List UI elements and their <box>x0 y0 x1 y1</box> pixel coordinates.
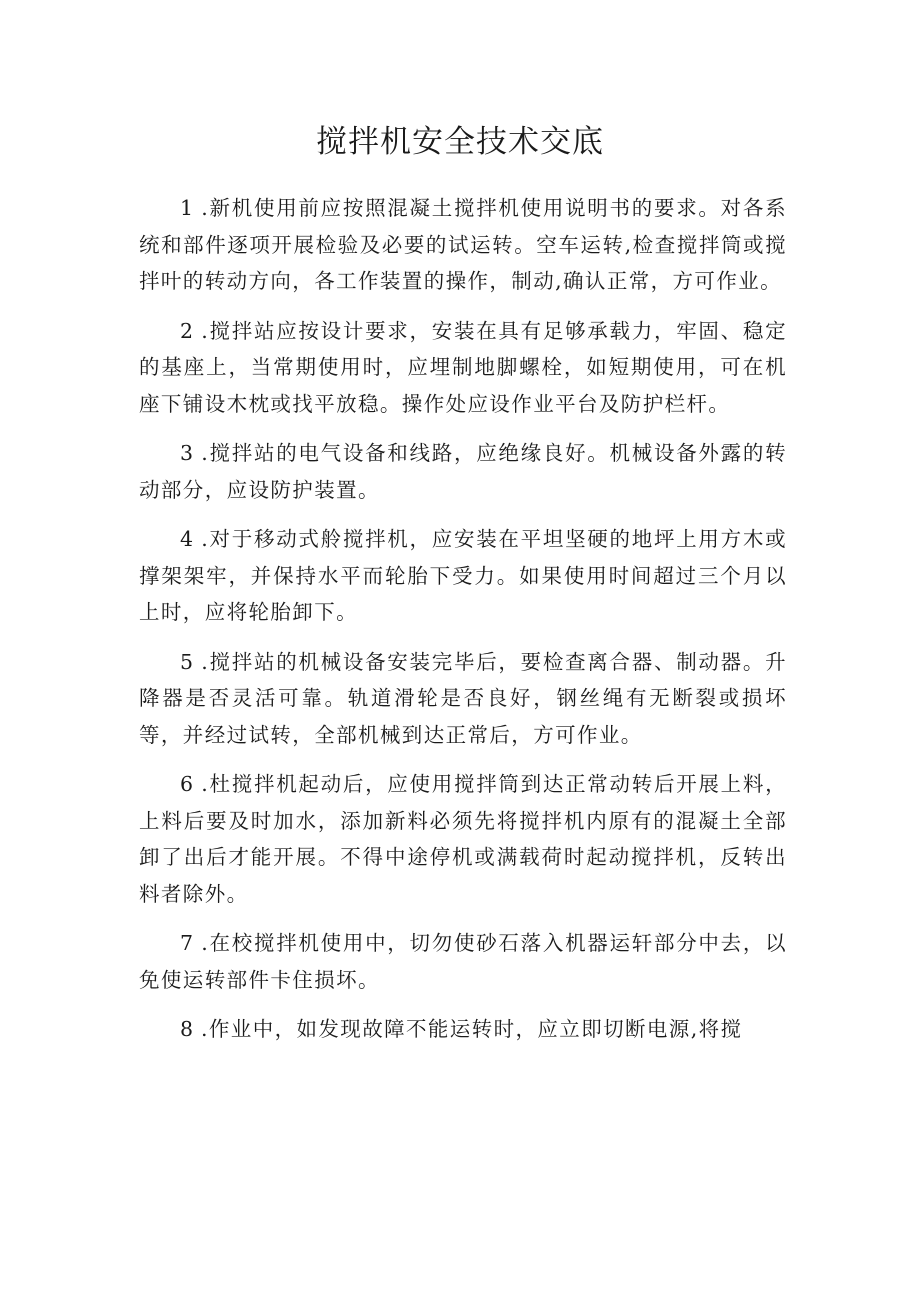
paragraph-number: 4 <box>180 527 194 551</box>
paragraph-1: 1 .新机使用前应按照混凝土搅拌机使用说明书的要求。对各系统和部件逐项开展检验及必要的试运转。空车运转,检查搅拌筒或搅拌叶的转动方向，各工作装置的操作，制动,确认正常，方可作业。 <box>139 196 787 293</box>
paragraph-number: 2 <box>180 318 194 343</box>
document-title: 搅拌机安全技术交底 <box>316 124 604 160</box>
paragraph-number: 8 <box>180 1017 194 1041</box>
paragraph-6: 6 .杜搅拌机起动后，应使用搅拌筒到达正常动转后开展上料，上料后要及时加水，添加新料必须先将搅拌机内原有的混凝土全部卸了出后才能开展。不得中途停机或满载荷时起动搅拌机，反转出料者除外。 <box>139 772 787 906</box>
paragraph-number: 3 <box>180 441 194 465</box>
paragraph-text: 在校搅拌机使用中，切勿使砂石落入机器运轩部分中去，以免使运转部件卡住损坏。 <box>139 931 787 992</box>
paragraph-number: 1 <box>180 196 194 220</box>
paragraph-number: 7 <box>180 931 194 955</box>
paragraph-5: 5 .搅拌站的机械设备安装完毕后，要检查离合器、制动器。升降器是否灵活可靠。轨道滑轮是否良好，钢丝绳有无断裂或损坏等，并经过试转，全部机械到达正常后，方可作业。 <box>139 649 787 747</box>
paragraph-text: 对于移动式舲搅拌机，应安装在平坦坚硬的地坪上用方木或撑架架牢，并保持水平而轮胎下受力。如果使用时间超过三个月以上时，应将轮胎卸下。 <box>139 527 787 624</box>
document-body <box>139 190 787 1061</box>
paragraph-text: 新机使用前应按照混凝土搅拌机使用说明书的要求。对各系统和部件逐项开展检验及必要的试运转。空车运转,检查搅拌筒或搅拌叶的转动方向，各工作装置的操作，制动,确认正常，方可作业。 <box>139 196 787 293</box>
paragraph-2: 2 .搅拌站应按设计要求，安装在具有足够承载力，牢固、稳定的基座上，当常期使用时，应埋制地脚螺栓，如短期使用，可在机座下铺设木枕或找平放稳。操作处应设作业平台及防护栏杆。 <box>139 318 787 416</box>
paragraph-text: 杜搅拌机起动后，应使用搅拌筒到达正常动转后开展上料，上料后要及时加水，添加新料必须先将搅拌机内原有的混凝土全部卸了出后才能开展。不得中途停机或满载荷时起动搅拌机，反转出料者除外。 <box>139 772 787 906</box>
paragraph-text: 作业中，如发现故障不能运转时，应立即切断电源,将搅 <box>208 1017 743 1041</box>
paragraph-text: 搅拌站应按设计要求，安装在具有足够承载力，牢固、稳定的基座上，当常期使用时，应埋制地脚螺栓，如短期使用，可在机座下铺设木枕或找平放稳。操作处应设作业平台及防护栏杆。 <box>139 318 787 416</box>
paragraph-text: 搅拌站的电气设备和线路，应绝缘良好。机械设备外露的转动部分，应设防护装置。 <box>139 441 787 502</box>
paragraph-3: 3 .搅拌站的电气设备和线路，应绝缘良好。机械设备外露的转动部分，应设防护装置。 <box>139 441 787 502</box>
paragraph-8: 8 .作业中，如发现故障不能运转时，应立即切断电源,将搅 <box>180 1017 743 1041</box>
paragraph-number: 6 <box>180 772 194 796</box>
paragraph-text: 搅拌站的机械设备安装完毕后，要检查离合器、制动器。升降器是否灵活可靠。轨道滑轮是否良好，钢丝绳有无断裂或损坏等，并经过试转，全部机械到达正常后，方可作业。 <box>139 649 787 747</box>
paragraph-7: 7 .在校搅拌机使用中，切勿使砂石落入机器运轩部分中去，以免使运转部件卡住损坏。 <box>139 931 787 992</box>
paragraph-4: 4 .对于移动式舲搅拌机，应安装在平坦坚硬的地坪上用方木或撑架架牢，并保持水平而轮胎下受力。如果使用时间超过三个月以上时，应将轮胎卸下。 <box>139 527 787 624</box>
paragraph-number: 5 <box>180 649 194 674</box>
